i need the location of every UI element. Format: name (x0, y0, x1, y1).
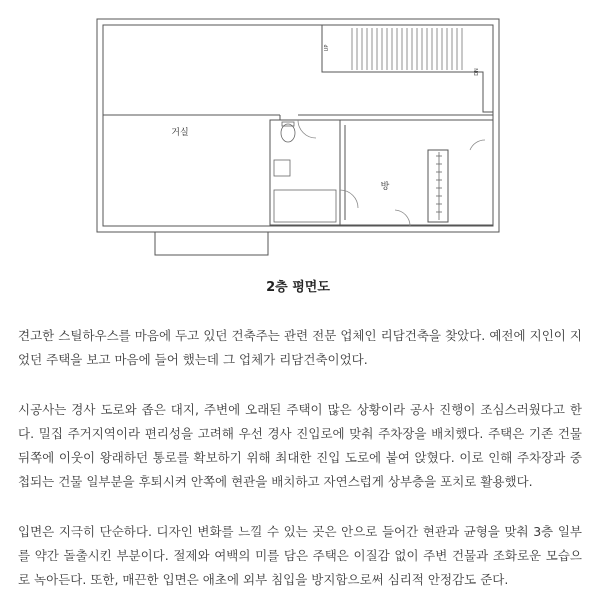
balcony (155, 232, 268, 255)
closet (428, 150, 448, 222)
bedroom-wall (340, 120, 493, 225)
inner-wall (103, 25, 493, 226)
room-label-living: 거실 (171, 128, 189, 138)
washbasin (274, 160, 290, 176)
body-paragraph: 견고한 스틸하우스를 마음에 두고 있던 건축주는 관련 전문 업체인 리담건축을 찾았다. 예전에 지인이 지었던 주택을 보고 마음에 들어 했는데 그 업체가 리담건축이었다. (18, 328, 582, 367)
body-paragraph: 시공사는 경사 도로와 좁은 대지, 주변에 오래된 주택이 많은 상황이라 공사 진행이 조심스러웠다고 한다. 밀집 주거지역이라 편리성을 고려해 우선 경사 진입로에 맞춰 주차장을 배치했다. 주택은 기존 건물 뒤쪽에 이웃이 왕래하던 통로를 확보하기 위해 최대한 진입 도로에 붙여 앉혔다. 이로 인해 주차장과 중첩되는 건물 일부분을 후퇴시켜 안쪽에 현관을 배치하고 자연스럽게 상부층을 포치로 활용했다. (18, 402, 582, 489)
toilet (281, 124, 295, 142)
bathtub (274, 190, 336, 222)
closet-hangers (436, 152, 442, 220)
stair-wall (322, 25, 493, 112)
stair-up-mark: UP (324, 44, 330, 52)
door-swing (298, 120, 316, 138)
door-swing (470, 140, 485, 150)
stair-treads (352, 28, 462, 70)
bathroom-wall (270, 120, 340, 225)
room-label-bedroom: 방 (380, 182, 390, 192)
body-paragraph: 입면은 지극히 단순하다. 디자인 변화를 느낄 수 있는 곳은 안으로 들어간 현관과 균형을 맞춰 3층 일부를 약간 돌출시킨 부분이다. 절제와 여백의 미를 담은 주택은 이질감 없이 주변 건물과 조화로운 모습으로 녹아든다. 또한, 매끈한 입면은 애초에 외부 침입을 방지함으로써 심리적 안정감도 준다. (18, 524, 582, 587)
door-swing (395, 210, 410, 226)
stair-down-mark: DN (474, 68, 480, 76)
door-swing (340, 190, 358, 208)
floor-plan (0, 0, 596, 268)
plan-caption: 2층 평면도 (266, 280, 330, 295)
